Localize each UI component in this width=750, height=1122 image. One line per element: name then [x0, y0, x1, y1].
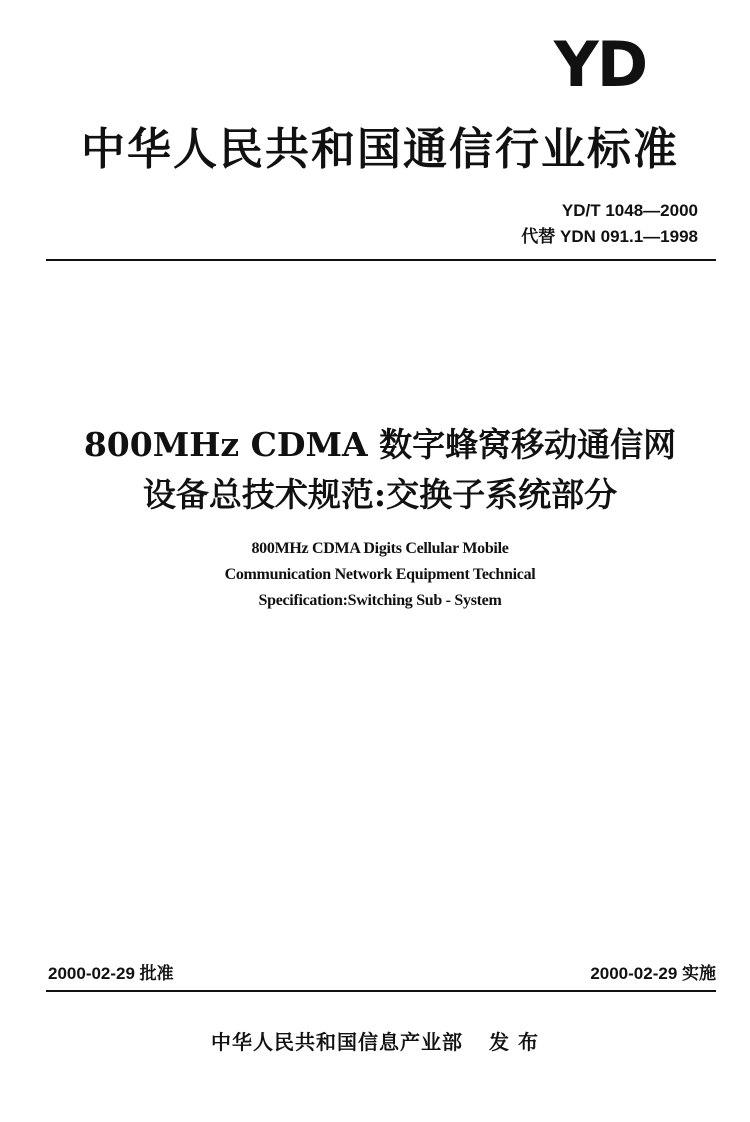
replaces-standard: 代替 YDN 091.1—1998 [521, 227, 698, 246]
title-cn-line-2: 设备总技术规范:交换子系统部分 [142, 475, 618, 514]
publisher-line [0, 1028, 750, 1056]
publish-word: 发 布 [489, 1030, 539, 1054]
implementation-date: 2000-02-29 实施 [590, 964, 716, 983]
bottom-divider [46, 990, 716, 992]
org-title: 中华人民共和国通信行业标准 [81, 124, 679, 175]
approval-date: 2000-02-29 批准 [48, 964, 174, 983]
publisher-name: 中华人民共和国信息产业部 [211, 1030, 464, 1054]
top-divider [46, 259, 716, 261]
yd-logo: YD [553, 28, 647, 101]
title-en-line-2: Communication Network Equipment Technical [224, 566, 536, 583]
title-en-line-1: 800MHz CDMA Digits Cellular Mobile [251, 540, 509, 557]
title-cn-line-1: 800MHz CDMA 数字蜂窝移动通信网 [83, 425, 677, 464]
standard-number: YD/T 1048—2000 [561, 201, 698, 220]
title-en-line-3: Specification:Switching Sub - System [258, 592, 502, 609]
